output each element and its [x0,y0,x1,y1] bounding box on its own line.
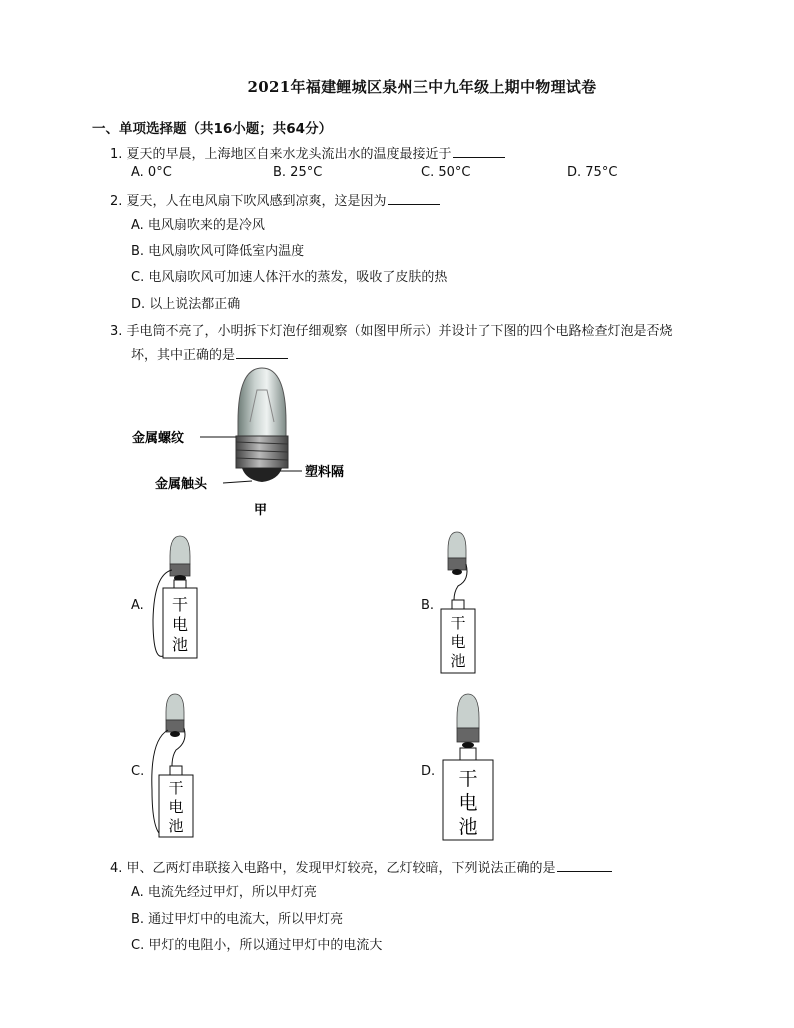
battery-terminal [174,580,186,588]
question-4-stem: 4. 甲、乙两灯串联接入电路中，发现甲灯较亮，乙灯较暗，下列说法正确的是 [110,861,556,876]
answer-blank[interactable] [453,145,505,158]
q1-option-a[interactable]: A. 0°C [131,165,172,180]
battery-char: 电 [458,792,478,814]
q2-option-c[interactable]: C. 电风扇吹风可加速人体汗水的蒸发，吸收了皮肤的热 [131,270,448,285]
circuit-option-a[interactable] [148,530,208,665]
bulb-base [457,728,479,742]
page-title: 2021年福建鲤城区泉州三中九年级上期中物理试卷 [247,78,597,96]
q4-option-b[interactable]: B. 通过甲灯中的电流大，所以甲灯亮 [131,912,344,927]
q2-option-b[interactable]: B. 电风扇吹风可降低室内温度 [131,244,305,259]
battery-char: 池 [450,652,466,670]
question-3-line2 [131,344,288,363]
bulb-tip [170,731,180,737]
battery-char: 电 [450,633,466,651]
bulb-base [166,720,184,732]
battery-char: 电 [168,798,184,816]
q3-option-b-label[interactable]: B. [421,598,435,613]
q1-option-d[interactable]: D. 75°C [567,165,618,180]
figure-caption: 甲 [254,503,268,518]
bulb-photo [236,368,288,482]
question-2 [110,190,440,209]
answer-blank[interactable] [388,192,440,205]
bulb-glass [448,532,466,558]
bulb-tip [462,742,474,748]
figure-jia [120,362,380,522]
q3-option-c-label[interactable]: C. [131,764,145,779]
q3-option-d-label[interactable]: D. [421,764,436,779]
answer-blank[interactable] [557,859,612,872]
bulb-base [448,558,466,570]
battery-char: 干 [168,779,184,797]
question-1 [110,143,505,162]
battery-terminal [460,748,476,760]
circuit-option-b[interactable] [430,528,490,676]
q3-option-a-label[interactable]: A. [131,598,144,613]
battery-char: 电 [171,615,189,634]
label-plastic: 塑料隔 [305,465,345,480]
battery-char: 池 [168,817,184,835]
battery-char: 干 [171,595,189,614]
q4-option-a[interactable]: A. 电流先经过甲灯，所以甲灯亮 [131,885,317,900]
battery-terminal [170,766,182,775]
q2-option-d[interactable]: D. 以上说法都正确 [131,297,241,312]
battery-char: 池 [171,635,189,654]
question-2-stem: 2. 夏天，人在电风扇下吹风感到凉爽，这是因为 [110,194,387,209]
bulb-glass [170,536,190,564]
question-3-stem-end: 坏，其中正确的是 [131,348,236,363]
circuit-option-c[interactable] [146,690,206,842]
q1-option-b[interactable]: B. 25°C [273,165,323,180]
bulb-glass [457,694,479,728]
q2-option-a[interactable]: A. 电风扇吹来的是冷风 [131,218,265,233]
circuit-option-d[interactable] [435,688,501,844]
bulb-base [170,564,190,576]
question-3-line1: 3. 手电筒不亮了，小明拆下灯泡仔细观察（如图甲所示）并设计了下图的四个电路检查灯泡是否烧 [110,324,673,339]
question-4 [110,857,612,876]
bulb-tip [452,569,462,575]
battery-char: 池 [458,816,478,838]
leader-line-tip [223,481,252,483]
q4-option-c[interactable]: C. 甲灯的电阻小，所以通过甲灯中的电流大 [131,938,383,953]
answer-blank[interactable] [236,346,288,359]
label-thread: 金属螺纹 [132,431,185,446]
battery-terminal [452,600,464,609]
bulb-glass [166,694,184,720]
battery-char: 干 [458,768,478,790]
q1-option-c[interactable]: C. 50°C [421,165,471,180]
label-tip: 金属触头 [155,477,208,492]
question-1-stem: 1. 夏天的早晨，上海地区自来水龙头流出水的温度最接近于 [110,147,452,162]
section-heading: 一、单项选择题（共16小题；共64分） [92,121,333,137]
battery-char: 干 [450,614,466,632]
